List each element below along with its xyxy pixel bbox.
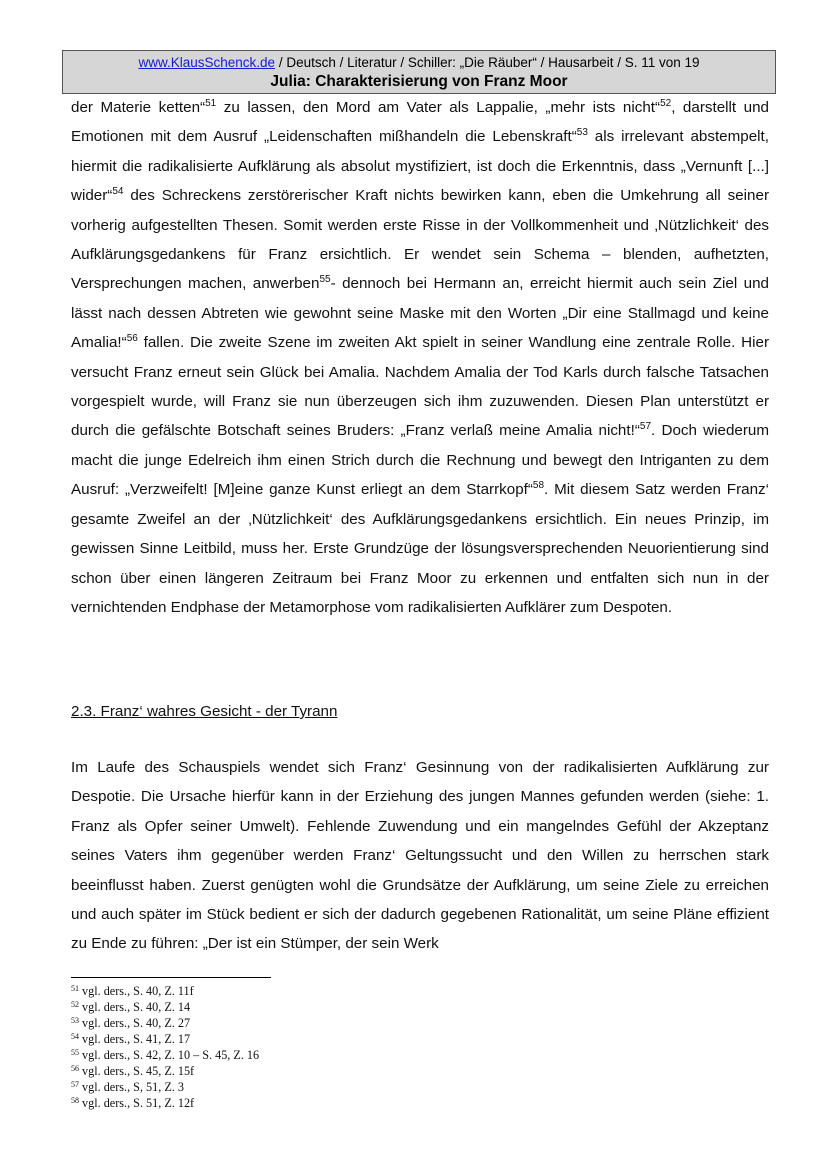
footnote-list <box>71 983 571 1111</box>
footnote-ref-52[interactable]: 52 <box>660 98 672 109</box>
footnote-divider <box>71 977 271 978</box>
document-title: Julia: Charakterisierung von Franz Moor <box>270 73 568 90</box>
site-link[interactable]: www.KlausSchenck.de <box>138 55 276 70</box>
footnote-ref-55[interactable]: 55 <box>319 274 331 286</box>
footnote-ref-56[interactable]: 56 <box>126 333 138 345</box>
header-breadcrumb <box>63 53 775 72</box>
footnote-ref-57[interactable]: 57 <box>639 421 652 433</box>
body-paragraph-1: der Materie ketten“$^{51}$ zu lassen, den Mord am Vater als Lappalie, „mehr ists nicht“$^{52}$, darstellt und Emotionen mit dem Ausruf „Leidenschaften mißhandeln die Lebenskraft“$^{53}$ als irrelevant abstempelt, hiermit die radikalisierte Aufklärung als absolut mystifiziert, ist doch die Erkenntnis, dass „Vernunft [...] wider“$^{54}$ des Schreckens zerstörerischer Kraft nichts bewirken kann, eben die Umkehrung all seiner vorherig aufgestellten Thesen. Somit werden erste Risse in der Vollkommenheit und ‚Nützlichkeit‘ des Aufklärungsgedankens für Franz ersichtlich. Er wendet sein Schema – blenden, aufhetzten, Versprechungen machen, anwerben$^{55}$- dennoch bei Hermann an, erreicht hiermit auch sein Ziel und lässt nach dessen Abtreten wie gewohnt seine Maske mit den Worten „Dir eine Stallmagd und keine Amalia!“$^{56}$ fallen. Die zweite Szene im zweiten Akt spielt in seiner Wandlung eine zentrale Rolle. Hier versucht Franz erneut sein Glück bei Amalia. Nachdem Amalia der Tod Karls durch falsche Tatsachen vorgespielt wurde, will Franz sie nun überzeugen sich ihm zuzuwenden. Diesen Plan unterstützt er durch die gefälschte Botschaft seines Bruders: „Franz verlaß meine Amalia nicht!“$^{57}$. Doch wiederum macht die junge Edelreich ihm einen Strich durch die Rechnung und bewegt den Intriganten zu dem Ausruf: „Verzweifelt! [M]eine ganze Kunst erliegt an dem Starrkopf“$^{58}$. Mit diesem Satz werden Franz‘ gesamte Zweifel an der ‚Nützlichkeit‘ des Aufklärungsgedankens ersichtlich. Ein neues Prinzip, im gewissen Sinne Leitbild, muss her. Erste Grundzüge der lösungsversprechenden Neuorientierung sind schon über einen längeren Zeitraum bei Franz Moor zu erkennen und entfalten sich nun in der vernichtenden Endphase der Metamorphose vom radikalisierten Aufklärer zum Despoten. <box>71 98 770 616</box>
footnote-item: $^{53}$ vgl. ders., S. 40, Z. 27 <box>71 1016 191 1030</box>
body-paragraph-2: Im Laufe des Schauspiels wendet sich Franz‘ Gesinnung von der radikalisierten Aufklärung zur Despotie. Die Ursache hierfür kann in der Erziehung des jungen Mannes gefunden werden (siehe: 1. Franz als Opfer seiner Umwelt). Fehlende Zuwendung und ein mangelndes Gefühl der Akzeptanz seines Vaters ihm gegenüber werden Franz‘ Geltungssucht und den Willen zu herrschen stark beeinflusst haben. Zuerst genügten wohl die Grundsätze der Aufklärung, um seine Ziele zu erreichen und auch später im Stück bedient er sich der dadurch gegebenen Rationalität, um seine Pläne effizient zu Ende zu führen: „Der ist ein Stümper, der sein Werk <box>71 759 769 953</box>
footnote-item: $^{52}$ vgl. ders., S. 40, Z. 14 <box>71 1000 191 1014</box>
header-path: / Deutsch / Literatur / Schiller: „Die Räuber“ / Hausarbeit / S. 11 von 19 <box>275 55 700 70</box>
page-header <box>62 50 776 94</box>
section-heading: 2.3. Franz‘ wahres Gesicht - der Tyrann <box>71 703 338 720</box>
footnote-ref-53[interactable]: 53 <box>576 127 588 139</box>
footnote-item: $^{57}$ vgl. ders., S, 51, Z. 3 <box>71 1080 184 1094</box>
footnote-item: $^{56}$ vgl. ders., S. 45, Z. 15f <box>71 1064 195 1078</box>
footnote-ref-58[interactable]: 58 <box>532 480 545 492</box>
footnote-item: $^{54}$ vgl. ders., S. 41, Z. 17 <box>71 1032 191 1046</box>
footnote-item: $^{51}$ vgl. ders., S. 40, Z. 11f <box>71 984 194 998</box>
footnote-item: $^{55}$ vgl. ders., S. 42, Z. 10 – S. 45, Z. 16 <box>71 1048 260 1062</box>
footnote-ref-54[interactable]: 54 <box>112 186 124 198</box>
footnote-ref-51[interactable]: 51 <box>205 98 217 109</box>
footnote-item: $^{58}$ vgl. ders., S. 51, Z. 12f <box>71 1096 195 1110</box>
